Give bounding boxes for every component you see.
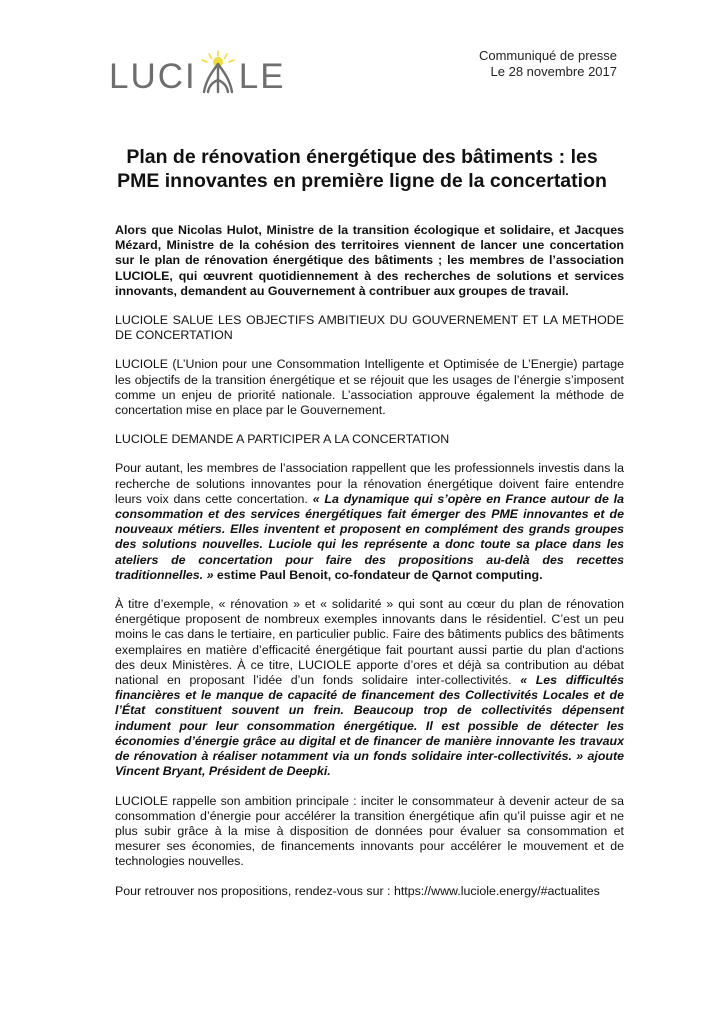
quote-paul-benoit: « La dynamique qui s’opère en France autour de la consommation et des services énergétiques fait émerger des PME innovantes et de nouveaux métiers. Elles inventent et proposent en complément des grands groupes des solutions nouvelles. Luciole qui les représente a donc toute sa place dans les ateliers de concertation pour faire des propositions au-delà des recettes traditionnelles. » (115, 491, 625, 582)
logo-text-right: LE (238, 57, 286, 96)
example-intro: À titre d’exemple, « rénovation » et « solidarité » qui sont au cœur du plan de rénovation énergétique proposent de nombreux exemples innovants dans le résidentiel. C’est un peu moins le cas dans le tertiaire, en particulier public. Faire des bâtiments publics des bâtiments exemplaires en matière d’efficacité énergétique fait pourtant aussi partie du plan d'actions des deux Ministères. À ce titre, LUCIOLE apporte d’ores et déjà sa contribution au débat national en proposant l’idée d’un fonds solidaire inter-collectivités. (115, 597, 624, 688)
section-heading-participation: LUCIOLE DEMANDE A PARTICIPER A LA CONCERTATION (115, 432, 450, 447)
title-line-2: PME innovantes en première ligne de la concertation (117, 170, 607, 192)
document-type: Communiqué de presse (478, 48, 617, 63)
firefly-sun-icon (198, 50, 238, 94)
paragraph-participation (115, 461, 624, 583)
paragraph-objectives: LUCIOLE (L’Union pour une Consommation Intelligente et Optimisée de L’Energie) partage les objectifs de la transition énergétique et se réjouit que les usages de l’énergie s’imposent comme un enjeu de priorité nationale. L’association approuve également la méthode de concertation mise en place par le Gouvernement. (115, 357, 624, 418)
links-text: Pour retrouver nos propositions, rendez-vous sur : (115, 883, 394, 898)
attribution-paul-benoit: estime Paul Benoit, co-fondateur de Qarnot computing. (213, 567, 543, 582)
quote-vincent-bryant: « Les difficultés financières et le manque de capacité de financement des Collectivités Locales et de l’État constituent souvent un frein. Beaucoup trop de collectivités dépensent indument pour leur consommation énergétique. Il est possible de détecter les économies d’énergie grâce au digital et de financer de manière innovante les travaux de rénovation à réaliser notamment via un fonds solidaire inter-collectivités. » ajoute Vincent Bryant, Président de Deepki. (115, 673, 624, 779)
paragraph-example (115, 597, 624, 779)
press-release-header (479, 48, 617, 80)
release-date: Le 28 novembre 2017 (490, 64, 617, 79)
page-title (60, 145, 664, 193)
lead-paragraph: Alors que Nicolas Hulot, Ministre de la transition écologique et solidaire, et Jacques Mézard, Ministre de la cohésion des territoires viennent de lancer une concertation sur le plan de rénovation énergétique des bâtiments ; les membres de l’association LUCIOLE, qui œuvrent quotidiennement à des recherches de solutions et services innovants, demandent au Gouvernement à contribuer aux groupes de travail. (115, 223, 624, 298)
logo-text-left: LUCI (109, 57, 197, 96)
participation-intro: Pour autant, les membres de l’association rappellent que les professionnels investis dans la recherche de solutions innovantes pour la rénovation énergétique doivent faire entendre leurs voix dans cette concertation. (115, 461, 624, 506)
luciole-logo (109, 50, 286, 94)
actualites-link[interactable]: https://www.luciole.energy/#actualites (393, 883, 600, 898)
article-body (115, 223, 624, 913)
paragraph-ambition: LUCIOLE rappelle son ambition principale : inciter le consommateur à devenir acteur de sa consommation d’énergie pour accélérer la transition énergétique afin qu’il puisse agir et ne plus subir grâce à la mise à disposition de données pour évaluer sa consommation et mesurer ses économies, de financements innovants pour accélérer le mouvement et de technologies nouvelles. (115, 793, 624, 869)
section-heading-objectives: LUCIOLE SALUE LES OBJECTIFS AMBITIEUX DU GOUVERNEMENT ET LA METHODE DE CONCERTATION (115, 313, 624, 343)
title-line-1: Plan de rénovation énergétique des bâtiments : les (126, 146, 598, 168)
paragraph-links (115, 884, 624, 899)
